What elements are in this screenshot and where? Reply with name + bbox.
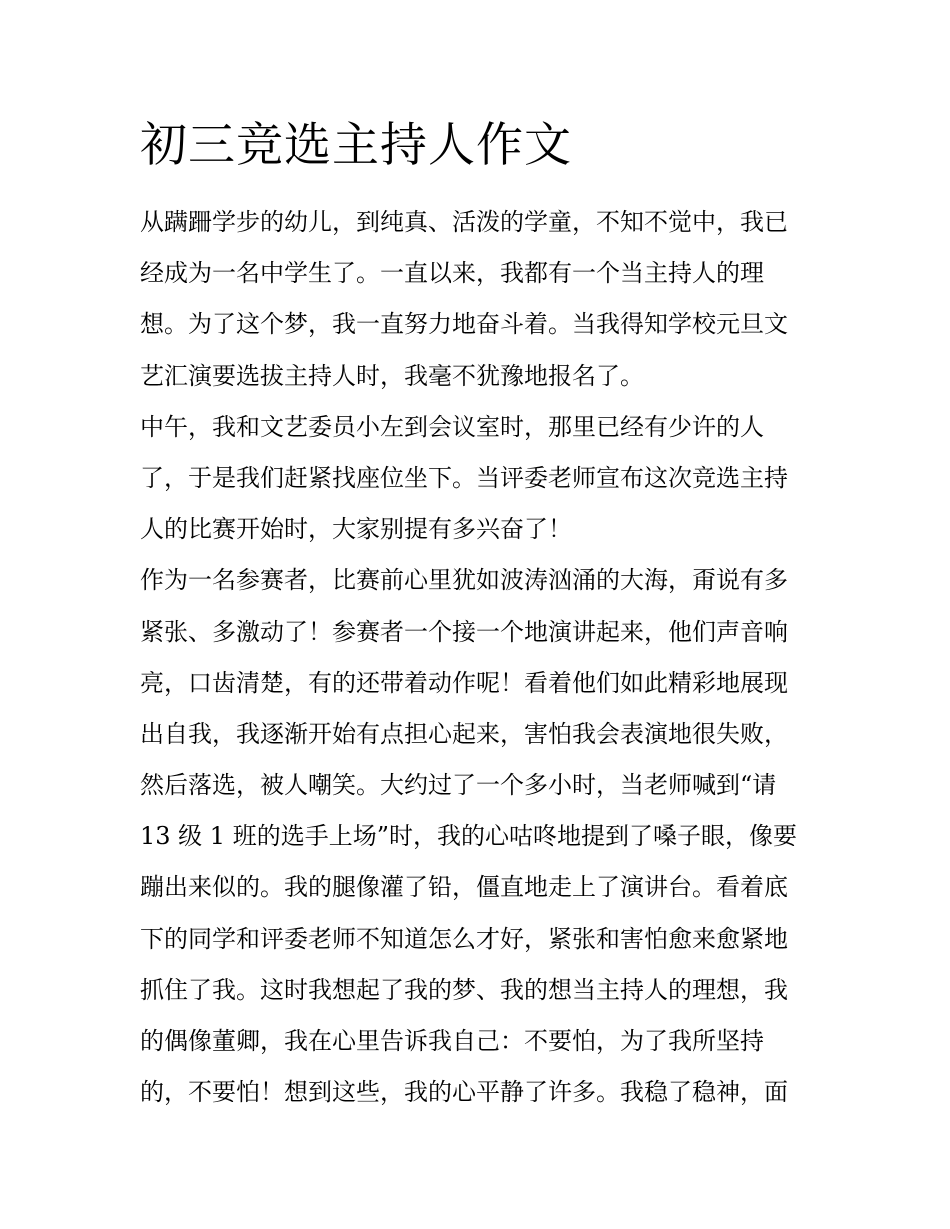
text-line: 作为一名参赛者，比赛前心里犹如波涛汹涌的大海，甭说有多 (140, 566, 788, 595)
text-line: 抓住了我。这时我想起了我的梦、我的想当主持人的理想，我 (140, 975, 788, 1004)
text-line: 下的同学和评委老师不知道怎么才好，紧张和害怕愈来愈紧地 (140, 924, 788, 953)
text-line: 亮，口齿清楚，有的还带着动作呢！看着他们如此精彩地展现 (140, 668, 788, 697)
text-line: 想。为了这个梦，我一直努力地奋斗着。当我得知学校元旦文 (140, 310, 788, 339)
text-line: 出自我，我逐渐开始有点担心起来，害怕我会表演地很失败， (140, 719, 788, 748)
text-line: 从蹒跚学步的幼儿，到纯真、活泼的学童，不知不觉中，我已 (140, 208, 788, 236)
text-line: 人的比赛开始时，大家别提有多兴奋了！ (140, 515, 572, 544)
text-line: 的偶像董卿，我在心里告诉我自己：不要怕，为了我所坚持 (140, 1027, 764, 1055)
document-title: 初三竞选主持人作文 (140, 118, 572, 173)
document-body (140, 197, 820, 1118)
text-line: 然后落选，被人嘲笑。大约过了一个多小时，当老师喊到“请 (140, 771, 777, 800)
text-line: 了，于是我们赶紧找座位坐下。当评委老师宣布这次竞选主持 (140, 463, 788, 492)
text-line: 中午，我和文艺委员小左到会议室时，那里已经有少许的人 (140, 412, 764, 441)
text-line: 紧张、多激动了！参赛者一个接一个地演讲起来，他们声音响 (140, 617, 788, 646)
text-line: 蹦出来似的。我的腿像灌了铅，僵直地走上了演讲台。看着底 (140, 873, 788, 902)
text-line: 的，不要怕！想到这些，我的心平静了许多。我稳了稳神，面 (140, 1078, 788, 1107)
text-line: 艺汇演要选拔主持人时，我毫不犹豫地报名了。 (140, 361, 644, 390)
text-line: 13 级 1 班的选手上场”时，我的心咕咚地提到了嗓子眼，像要 (140, 822, 797, 851)
text-line: 经成为一名中学生了。一直以来，我都有一个当主持人的理 (140, 259, 764, 288)
